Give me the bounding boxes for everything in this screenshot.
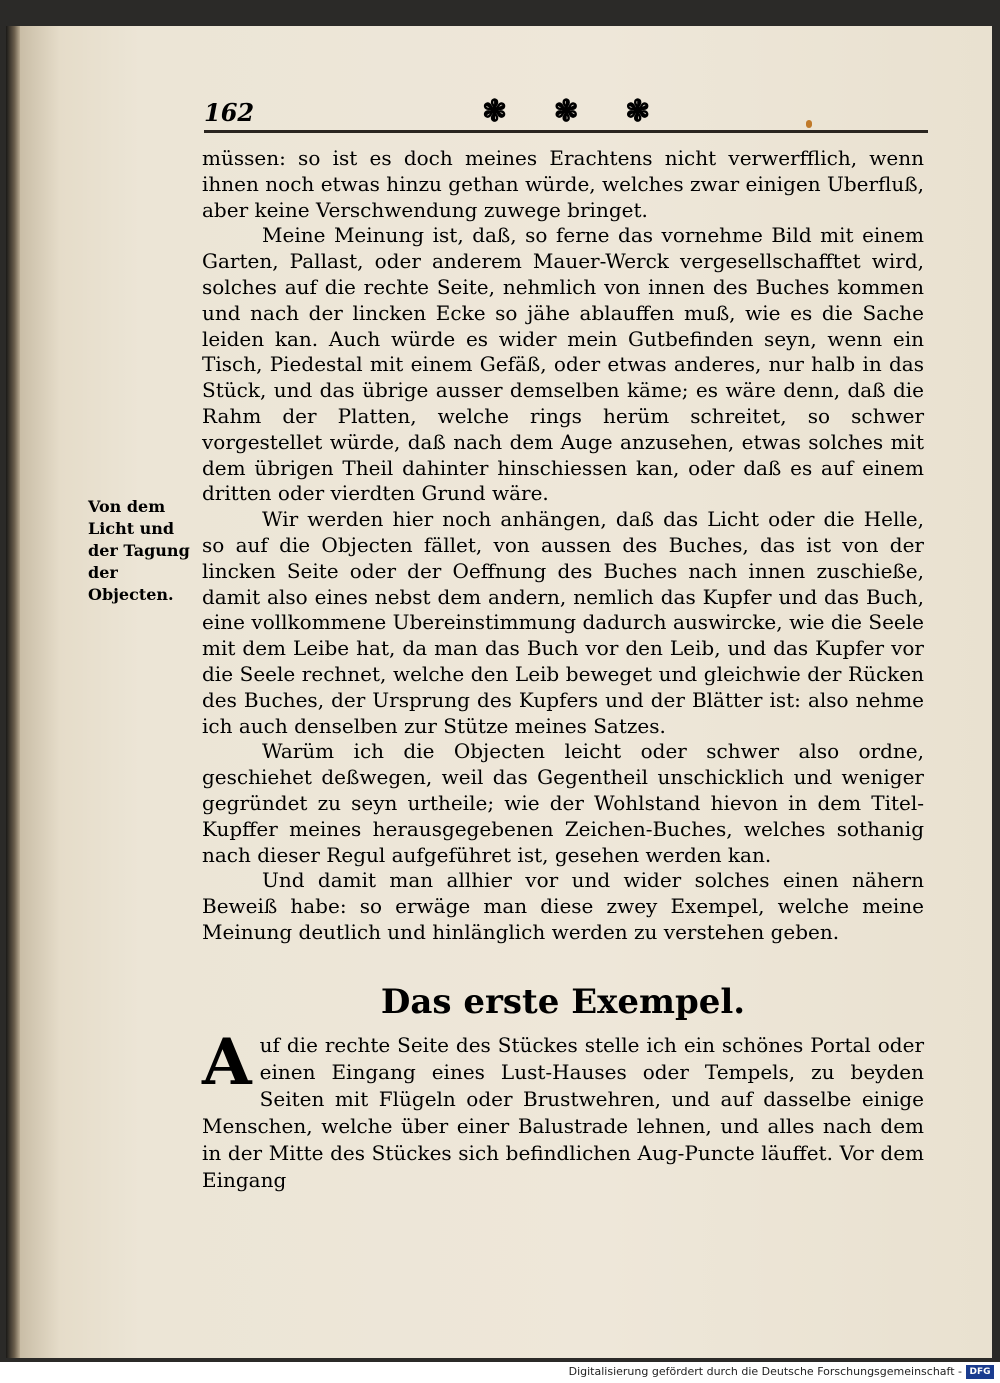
margin-note: Von dem Licht und der Tagung der Objecten. xyxy=(88,497,190,604)
book-binding-edge xyxy=(6,26,20,1358)
header-rule xyxy=(204,130,928,133)
paragraph: Und damit man allhier vor und wider solches einen nähern Beweiß habe: so erwäge man diese zwey Exempel, welche meine Meinung deutlich und hinlänglich werden zu verstehen geben. xyxy=(202,868,924,944)
footer-bar xyxy=(0,1362,1000,1383)
header-rule-mark xyxy=(806,120,812,128)
paragraph: Meine Meinung ist, daß, so ferne das vornehme Bild mit einem Garten, Pallast, oder anderem Mauer-Werck vergesellschafftet wird, solches auf die rechte Seite, nehmlich von innen des Buches kommen und nach der lincken Ecke so jähe ablauffen muß, wie es die Sache leiden kan. Auch würde es wider mein Gutbefinden seyn, wenn ein Tisch, Piedestal mit einem Gefäß, oder etwas anderes, nur halb in das Stück, und das übrige ausser demselben käme; es wäre denn, daß die Rahm der Platten, welche rings herüm schreitet, so schwer vorgestellet würde, daß nach dem Auge anzusehen, etwas solches mit dem übrigen Theil dahinter hinschiessen kan, oder daß es auf einem dritten oder vierdten Grund wäre. xyxy=(202,223,924,506)
paragraph: Wir werden hier noch anhängen, daß das Licht oder die Helle, so auf die Objecten fället, von aussen des Buches, das ist von der lincken Seite oder der Oeffnung des Buches nach innen zuschieße, damit also eines nebst dem andern, nemlich das Kupfer und das Buch, eine vollkommene Ubereinstimmung dadurch auswircke, wie die Seele mit dem Leibe hat, da man das Buch vor den Leib, und das Kupfer vor die Seele rechnet, welche den Leib beweget und gleichwie der Rücken des Buches, der Ursprung des Kupfers und der Blätter ist: also nehme ich auch denselben zur Stütze meines Satzes. xyxy=(202,507,924,738)
paragraph: Warüm ich die Objecten leicht oder schwer also ordne, geschiehet deßwegen, weil das Gegentheil unschicklich und weniger gegründet zu seyn urtheile; wie der Wohlstand hievon in dem Titel-Kupffer meines herausgegebenen Zeichen-Buches, welches sothanig nach dieser Regul aufgeführet ist, gesehen werden kan. xyxy=(202,739,924,867)
dropcap: A xyxy=(202,1025,252,1100)
section-body xyxy=(202,1025,924,1194)
body-text xyxy=(202,146,924,946)
page-header xyxy=(204,94,928,138)
section-title: Das erste Exempel. xyxy=(380,982,746,1022)
paragraph: müssen: so ist es doch meines Erachtens nicht verwerfflich, wenn ihnen noch etwas hinzu gethan würde, welches zwar einigen Uberfluß, aber keine Verschwendung zuwege bringet. xyxy=(202,146,924,222)
page-number: 162 xyxy=(204,98,255,127)
header-ornament: ❃ ❃ ❃ xyxy=(482,94,669,129)
footer-credit: Digitalisierung gefördert durch die Deutsche Forschungsgemeinschaft - xyxy=(568,1365,962,1378)
dfg-logo-icon: DFG xyxy=(966,1365,994,1379)
section-paragraph: uf die rechte Seite des Stückes stelle ich ein schönes Portal oder einen Eingang eines Lust-Hauses oder Tempels, zu beyden Seiten mit Flügeln oder Brustwehren, und auf dasselbe einige Menschen, welche über einer Balustrade lehnen, und alles nach dem in der Mitte des Stückes sich befindlichen Aug-Puncte läuffet. Vor dem Eingang xyxy=(202,1033,924,1192)
